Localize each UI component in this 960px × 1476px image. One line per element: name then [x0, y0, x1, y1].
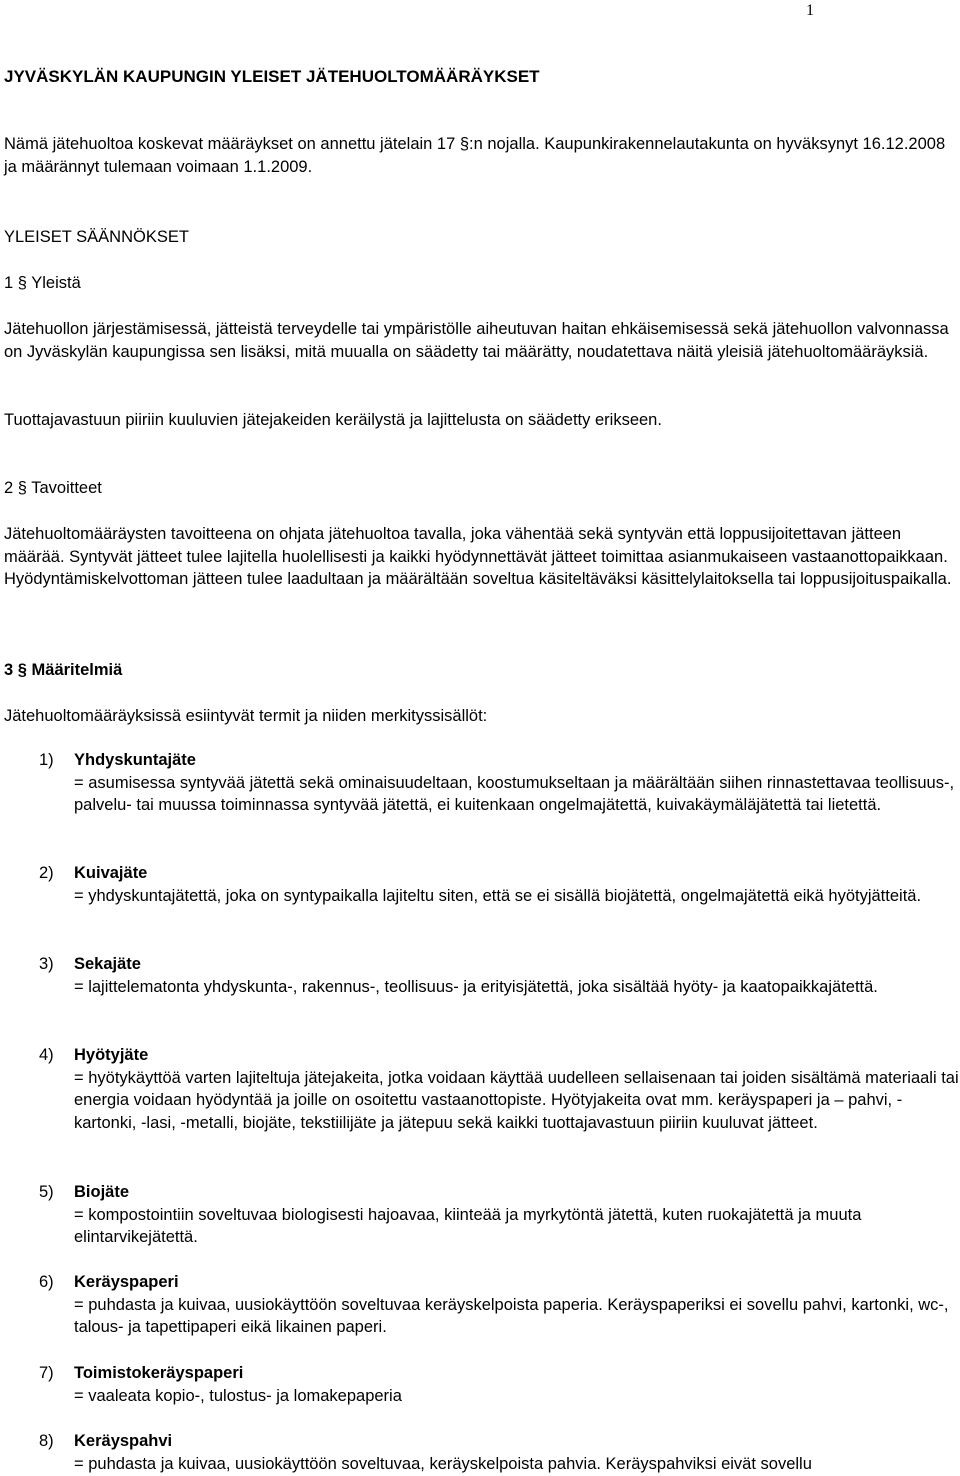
section-3-intro: Jätehuoltomääräyksissä esiintyvät termit ja niiden merkityssisällöt: [4, 707, 488, 725]
definition-number: 7) [39, 1364, 54, 1382]
definition-text: = puhdasta ja kuivaa, uusiokäyttöön soveltuvaa keräyskelpoista paperia. Keräyspaperiksi ei sovellu pahvi, kartonki, wc-, talous- ja tapettipaperi eikä likainen paperi. [74, 1295, 949, 1336]
general-heading: YLEISET SÄÄNNÖKSET [4, 228, 189, 246]
definition-number: 1) [39, 751, 54, 769]
section-2-paragraph: Jätehuoltomääräysten tavoitteena on ohjata jätehuoltoa tavalla, joka vähentää sekä syntyvän että loppusijoitettavan jätteen määrää. Syntyvät jätteet tulee lajitella huolellisesti ja kaikki hyödynnettävät jätteet toimittaa asianmukaiseen vastaanottopaikkaan. Hyödyntämiskelvottoman jätteen tulee laadultaan ja määrältään soveltua käsiteltäväksi käsittelylaitoksella tai loppusijoituspaikalla. [4, 525, 952, 588]
definition-text: = lajittelematonta yhdyskunta-, rakennus-, teollisuus- ja erityisjätettä, joka sisältää hyöty- ja kaatopaikkajätettä. [74, 977, 878, 996]
definition-number: 3) [39, 955, 54, 973]
definition-number: 6) [39, 1273, 54, 1291]
definition-text: = asumisessa syntyvää jätettä sekä ominaisuudeltaan, koostumukseltaan ja määrältään siihen rinnastettavaa teollisuus-, palvelu- tai muussa toiminnassa syntyvää jätettä, ei kuitenkaan ongelmajätettä, kuivakäymäläjätettä tai lietettä. [74, 773, 955, 814]
definition-term: Hyötyjäte [74, 1046, 149, 1064]
section-2-heading: 2 § Tavoitteet [4, 479, 102, 497]
definition-text: = hyötykäyttöä varten lajiteltuja jätejakeita, jotka voidaan käyttää uudelleen sellaisenaan tai joiden sisältämä materiaali tai energia voidaan hyödyntää ja joille on osoitettu vastaanottopiste. Hyötyjakeita ovat mm. keräyspaperi ja – pahvi, - kartonki, -lasi, -metalli, biojäte, tekstiilijäte ja jätepuu sekä kaikki tuottajavastuun piiriin kuuluvat jätteet. [74, 1068, 959, 1132]
definition-term: Toimistokeräyspaperi [74, 1364, 244, 1382]
page-number: 1 [806, 2, 814, 19]
definition-text: = kompostointiin soveltuvaa biologisesti hajoavaa, kiinteää ja myrkytöntä jätettä, kuten ruokajätettä ja muuta elintarvikejätettä. [74, 1205, 862, 1246]
definition-number: 2) [39, 864, 54, 882]
intro-paragraph: Nämä jätehuoltoa koskevat määräykset on annettu jätelain 17 §:n nojalla. Kaupunkirakennelautakunta on hyväksynyt 16.12.2008 ja määrännyt tulemaan voimaan 1.1.2009. [4, 135, 946, 176]
definition-term: Yhdyskuntajäte [74, 751, 196, 769]
definition-term: Biojäte [74, 1183, 130, 1201]
definition-text: = puhdasta ja kuivaa, uusiokäyttöön soveltuvaa, keräyskelpoista pahvia. Keräyspahviksi eivät sovellu [74, 1454, 812, 1473]
definition-text: = yhdyskuntajätettä, joka on syntypaikalla lajiteltu siten, että se ei sisällä biojätettä, ongelmajätettä eikä hyötyjätteitä. [74, 886, 922, 905]
definition-number: 4) [39, 1046, 54, 1064]
section-1-heading: 1 § Yleistä [4, 274, 81, 292]
definition-number: 5) [39, 1183, 54, 1201]
section-3-heading: 3 § Määritelmiä [4, 661, 123, 679]
definition-text: = vaaleata kopio-, tulostus- ja lomakepaperia [74, 1386, 402, 1405]
definition-term: Keräyspaperi [74, 1273, 179, 1291]
definition-term: Sekajäte [74, 955, 141, 973]
document-title: JYVÄSKYLÄN KAUPUNGIN YLEISET JÄTEHUOLTOMÄÄRÄYKSET [4, 67, 540, 86]
definition-term: Kuivajäte [74, 864, 148, 882]
definition-term: Keräyspahvi [74, 1432, 173, 1450]
section-1-paragraph-1: Jätehuollon järjestämisessä, jätteistä terveydelle tai ympäristölle aiheutuvan haitan ehkäisemisessä sekä jätehuollon valvonnassa on Jyväskylän kaupungissa sen lisäksi, mitä muualla on säädetty tai määrätty, noudatettava näitä yleisiä jätehuoltomääräyksiä. [4, 320, 949, 361]
definition-number: 8) [39, 1432, 54, 1450]
section-1-paragraph-2: Tuottajavastuun piiriin kuuluvien jätejakeiden keräilystä ja lajittelusta on säädetty erikseen. [4, 411, 662, 429]
